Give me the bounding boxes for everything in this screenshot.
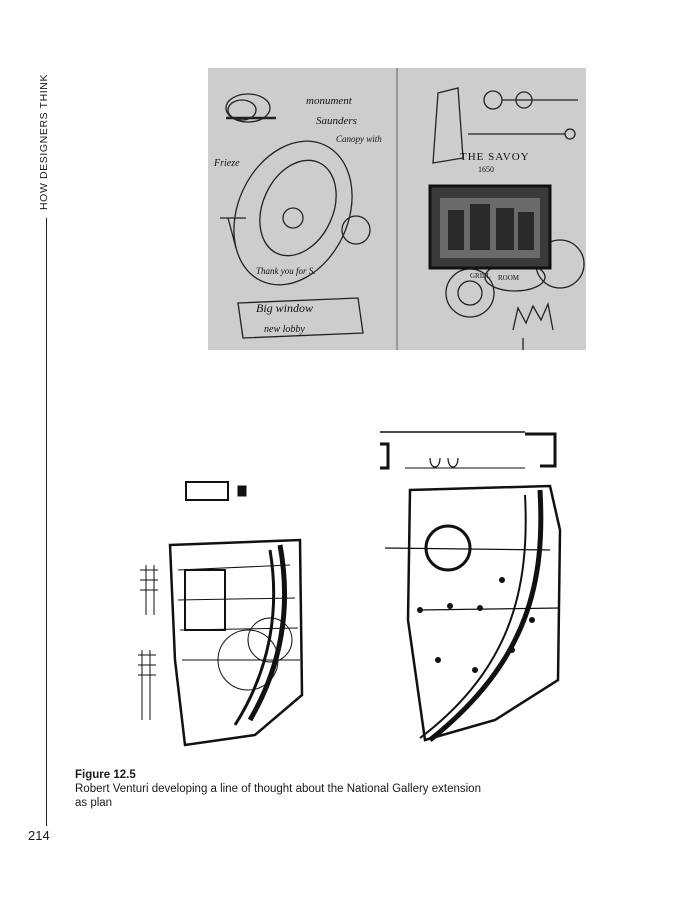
running-head (36, 70, 54, 210)
sketch-label-new-lobby: new lobby (264, 324, 305, 335)
sketch-label-room: ROOM (498, 274, 520, 282)
sketch-label-year: 1650 (478, 165, 494, 174)
sketch-label-canopy: Canopy with (336, 134, 382, 144)
sketch-label-monument: monument (306, 95, 352, 107)
sketch-label-frieze: Frieze (214, 158, 240, 169)
sketch-label-thank: Thank you for S. (256, 266, 316, 276)
sketchbook-photo (208, 68, 586, 350)
plan-sketches (130, 420, 580, 760)
sketch-label-savoy: THE SAVOY (460, 151, 530, 163)
margin-rule (46, 218, 47, 826)
right-plan-sketch (380, 432, 560, 740)
sketch-label-saunders: Saunders (316, 115, 357, 127)
figure-caption (75, 768, 495, 810)
sketch-label-big-window: Big window (256, 301, 314, 315)
figure-label: Figure 12.5 (75, 769, 136, 781)
sketch-label-grill: GRILL (470, 272, 491, 280)
running-head-text: HOW DESIGNERS THINK (38, 73, 50, 210)
page-number: 214 (28, 828, 50, 843)
figure-caption-text: Robert Venturi developing a line of thought about the National Gallery extension as plan (75, 783, 481, 809)
left-plan-sketch (138, 482, 302, 745)
